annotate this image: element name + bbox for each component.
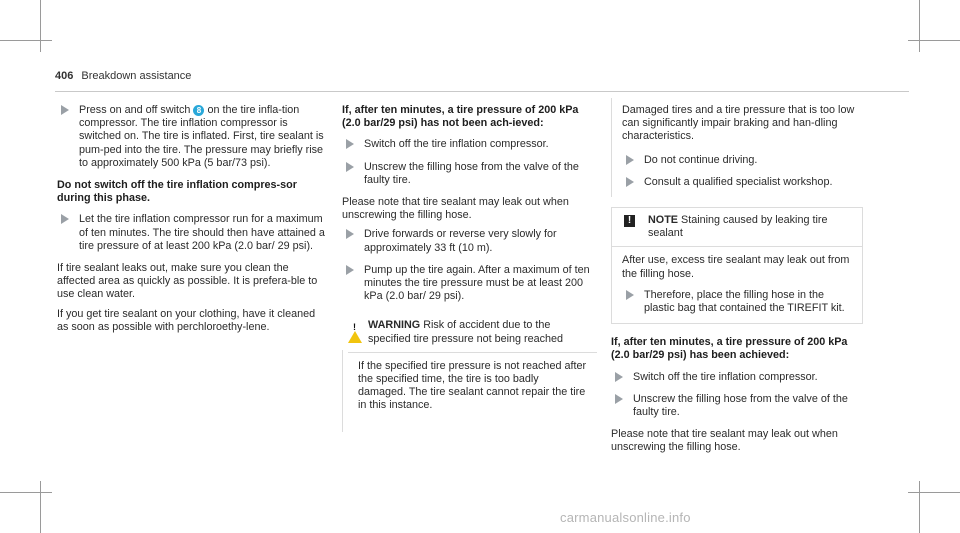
- page-header: [55, 70, 191, 82]
- body-paragraph: If tire sealant leaks out, make sure you clean the affected area as quickly as possible. It is prefera-ble to use clean water.: [57, 262, 318, 301]
- crop-mark: [0, 492, 52, 493]
- continued-warning-box: [611, 98, 863, 197]
- body-paragraph: If you get tire sealant on your clothing, have it cleaned as soon as possible with perchloroethy-lene.: [57, 307, 316, 333]
- arrow-right-icon: [346, 162, 354, 172]
- crop-mark: [0, 40, 52, 41]
- crop-mark: [908, 40, 960, 41]
- crop-mark: [40, 481, 41, 533]
- note-icon: !: [624, 215, 635, 227]
- instruction-step: Unscrew the filling hose from the valve of the faulty tire.: [342, 161, 597, 187]
- body-paragraph: Please note that tire sealant may leak out when unscrewing the filling hose.: [611, 428, 838, 454]
- warning-box: [342, 313, 597, 420]
- instruction-step: Pump up the tire again. After a maximum of ten minutes the tire pressure must be at least 200 kPa (2.0 bar/ 29 psi).: [342, 264, 597, 304]
- numbered-callout-icon: 8: [193, 105, 204, 116]
- watermark: carmanualsonline.info: [560, 510, 691, 525]
- column-2: [342, 104, 597, 421]
- warning-body: If the specified tire pressure is not reached after the specified time, the tire is too badly damaged. The tire sealant cannot repair the tire in this instance.: [358, 359, 587, 412]
- warning-left-rule: [342, 350, 343, 432]
- arrow-right-icon: [626, 290, 634, 300]
- arrow-right-icon: [61, 214, 69, 224]
- section-title: Breakdown assistance: [81, 70, 192, 82]
- page-number: 406: [55, 70, 74, 82]
- warning-header: [342, 313, 597, 351]
- arrow-right-icon: [626, 177, 634, 187]
- crop-mark: [908, 492, 960, 493]
- instruction-step: Unscrew the filling hose from the valve of the faulty tire.: [611, 393, 863, 419]
- arrow-right-icon: [615, 372, 623, 382]
- warning-triangle-icon: !: [348, 319, 362, 332]
- note-label: NOTE: [648, 214, 678, 227]
- instruction-step: Press on and off switch 8 on the tire infla-tion compressor. The tire inflation compressor is switched on. The tire is inflated. First, tire sealant is pum-ped into the tire. The pressure may briefly rise to approximately 500 kPa (5 bar/73 psi).: [57, 104, 325, 170]
- instruction-step: Switch off the tire inflation compressor.: [342, 138, 597, 151]
- section-heading: If, after ten minutes, a tire pressure of 200 kPa (2.0 bar/29 psi) has not been ach-ieved:: [342, 104, 579, 130]
- warning-title: Risk of accident due to the specified tire pressure not being reached: [368, 319, 564, 345]
- arrow-right-icon: [626, 155, 634, 165]
- arrow-right-icon: [346, 139, 354, 149]
- crop-mark: [40, 0, 41, 52]
- warning-label: WARNING: [368, 319, 421, 332]
- instruction-step: Therefore, place the filling hose in the plastic bag that contained the TIREFIT kit.: [622, 289, 852, 315]
- body-paragraph: Please note that tire sealant may leak out when unscrewing the filling hose.: [342, 196, 569, 222]
- instruction-step: Drive forwards or reverse very slowly for approximately 33 ft (10 m).: [342, 228, 597, 254]
- note-title: Staining caused by leaking tire sealant: [648, 214, 828, 240]
- instruction-step: Let the tire inflation compressor run for a maximum of ten minutes. The tire should then have attained a tire pressure of at least 200 kPa (2.0 bar/ 29 psi).: [57, 213, 325, 253]
- crop-mark: [919, 481, 920, 533]
- arrow-right-icon: [346, 229, 354, 239]
- section-heading: If, after ten minutes, a tire pressure of 200 kPa (2.0 bar/29 psi) has been achieved:: [611, 336, 848, 362]
- column-3: [611, 98, 863, 461]
- instruction-step: Switch off the tire inflation compressor.: [611, 371, 863, 384]
- note-box: [611, 207, 863, 324]
- caution-heading: Do not switch off the tire inflation compres-sor during this phase.: [57, 179, 297, 205]
- arrow-right-icon: [615, 394, 623, 404]
- arrow-right-icon: [346, 265, 354, 275]
- header-divider: [55, 91, 909, 92]
- instruction-step: Consult a qualified specialist workshop.: [622, 176, 863, 189]
- crop-mark: [919, 0, 920, 52]
- body-paragraph: Damaged tires and a tire pressure that is too low can significantly impair braking and han-dling characteristics.: [622, 104, 855, 143]
- arrow-right-icon: [61, 105, 69, 115]
- note-header: [612, 208, 862, 246]
- note-body: After use, excess tire sealant may leak out from the filling hose. Therefore, place the filling hose in the plastic bag that contained the TIREFIT kit.: [612, 247, 862, 323]
- instruction-step: Do not continue driving.: [622, 154, 863, 167]
- column-1: [57, 104, 325, 340]
